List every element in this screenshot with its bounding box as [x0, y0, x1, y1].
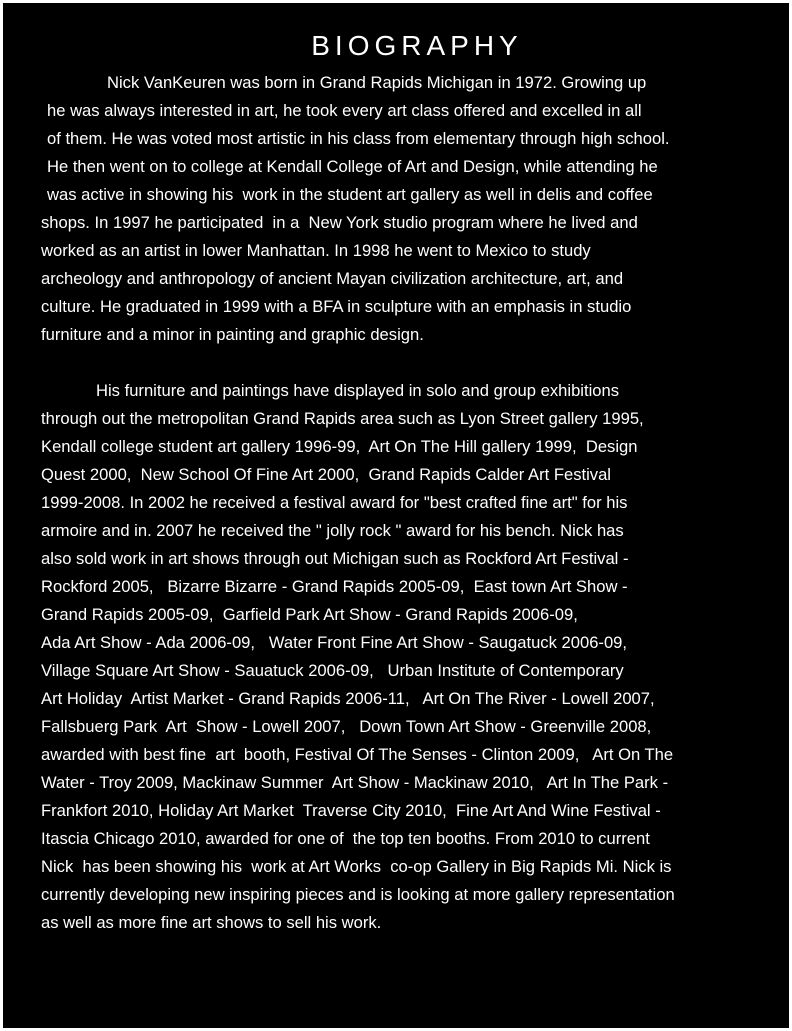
paragraph-line: was active in showing his work in the student art gallery as well in delis and coffee	[47, 185, 653, 204]
paragraph-line: Grand Rapids 2005-09, Garfield Park Art Show - Grand Rapids 2006-09,	[41, 605, 578, 624]
paragraph-line: Fallsbuerg Park Art Show - Lowell 2007, Down Town Art Show - Greenville 2008,	[41, 717, 652, 736]
paragraph-line: Quest 2000, New School Of Fine Art 2000, Grand Rapids Calder Art Festival	[41, 465, 611, 484]
paragraph-line: furniture and a minor in painting and graphic design.	[41, 325, 424, 344]
paragraph-line: Frankfort 2010, Holiday Art Market Traverse City 2010, Fine Art And Wine Festival -	[41, 801, 661, 820]
page-title: BIOGRAPHY	[311, 30, 523, 61]
paragraph-line: he was always interested in art, he took every art class offered and excelled in all	[47, 101, 642, 120]
paragraph-line: Art Holiday Artist Market - Grand Rapids 2006-11, Art On The River - Lowell 2007,	[41, 689, 655, 708]
paragraph-line: culture. He graduated in 1999 with a BFA in sculpture with an emphasis in studio	[41, 297, 632, 316]
paragraph-line: He then went on to college at Kendall College of Art and Design, while attending he	[47, 157, 658, 176]
paragraph-line: also sold work in art shows through out Michigan such as Rockford Art Festival -	[41, 549, 629, 568]
paragraph-line: 1999-2008. In 2002 he received a festival award for "best crafted fine art" for his	[41, 493, 628, 512]
paragraph-line: through out the metropolitan Grand Rapids area such as Lyon Street gallery 1995,	[41, 409, 644, 428]
paragraph-line: currently developing new inspiring pieces and is looking at more gallery representation	[41, 885, 675, 904]
paragraph-line: Kendall college student art gallery 1996-99, Art On The Hill gallery 1999, Design	[41, 437, 638, 456]
paragraph-line: as well as more fine art shows to sell his work.	[41, 913, 382, 932]
paragraph-line: Nick VanKeuren was born in Grand Rapids Michigan in 1972. Growing up	[107, 73, 647, 92]
paragraph-line: Nick has been showing his work at Art Works co-op Gallery in Big Rapids Mi. Nick is	[41, 857, 672, 876]
paragraph-line: worked as an artist in lower Manhattan. In 1998 he went to Mexico to study	[41, 241, 591, 260]
paragraph-line: Ada Art Show - Ada 2006-09, Water Front Fine Art Show - Saugatuck 2006-09,	[41, 633, 628, 652]
paragraph-line: shops. In 1997 he participated in a New York studio program where he lived and	[41, 213, 638, 232]
paragraph-line: Rockford 2005, Bizarre Bizarre - Grand Rapids 2005-09, East town Art Show -	[41, 577, 628, 596]
paragraph-line: awarded with best fine art booth, Festival Of The Senses - Clinton 2009, Art On The	[41, 745, 674, 764]
paragraph-line: archeology and anthropology of ancient Mayan civilization architecture, art, and	[41, 269, 624, 288]
paragraph-line: His furniture and paintings have displayed in solo and group exhibitions	[96, 381, 620, 400]
paragraph-line: armoire and in. 2007 he received the " jolly rock " award for his bench. Nick has	[41, 521, 624, 540]
biography-panel	[3, 3, 789, 1028]
paragraph-line: Water - Troy 2009, Mackinaw Summer Art Show - Mackinaw 2010, Art In The Park -	[41, 773, 669, 792]
paragraph-line: Village Square Art Show - Sauatuck 2006-09, Urban Institute of Contemporary	[41, 661, 624, 680]
paragraph-line: Itascia Chicago 2010, awarded for one of the top ten booths. From 2010 to current	[41, 829, 650, 848]
paragraph-line: of them. He was voted most artistic in his class from elementary through high school.	[47, 129, 670, 148]
